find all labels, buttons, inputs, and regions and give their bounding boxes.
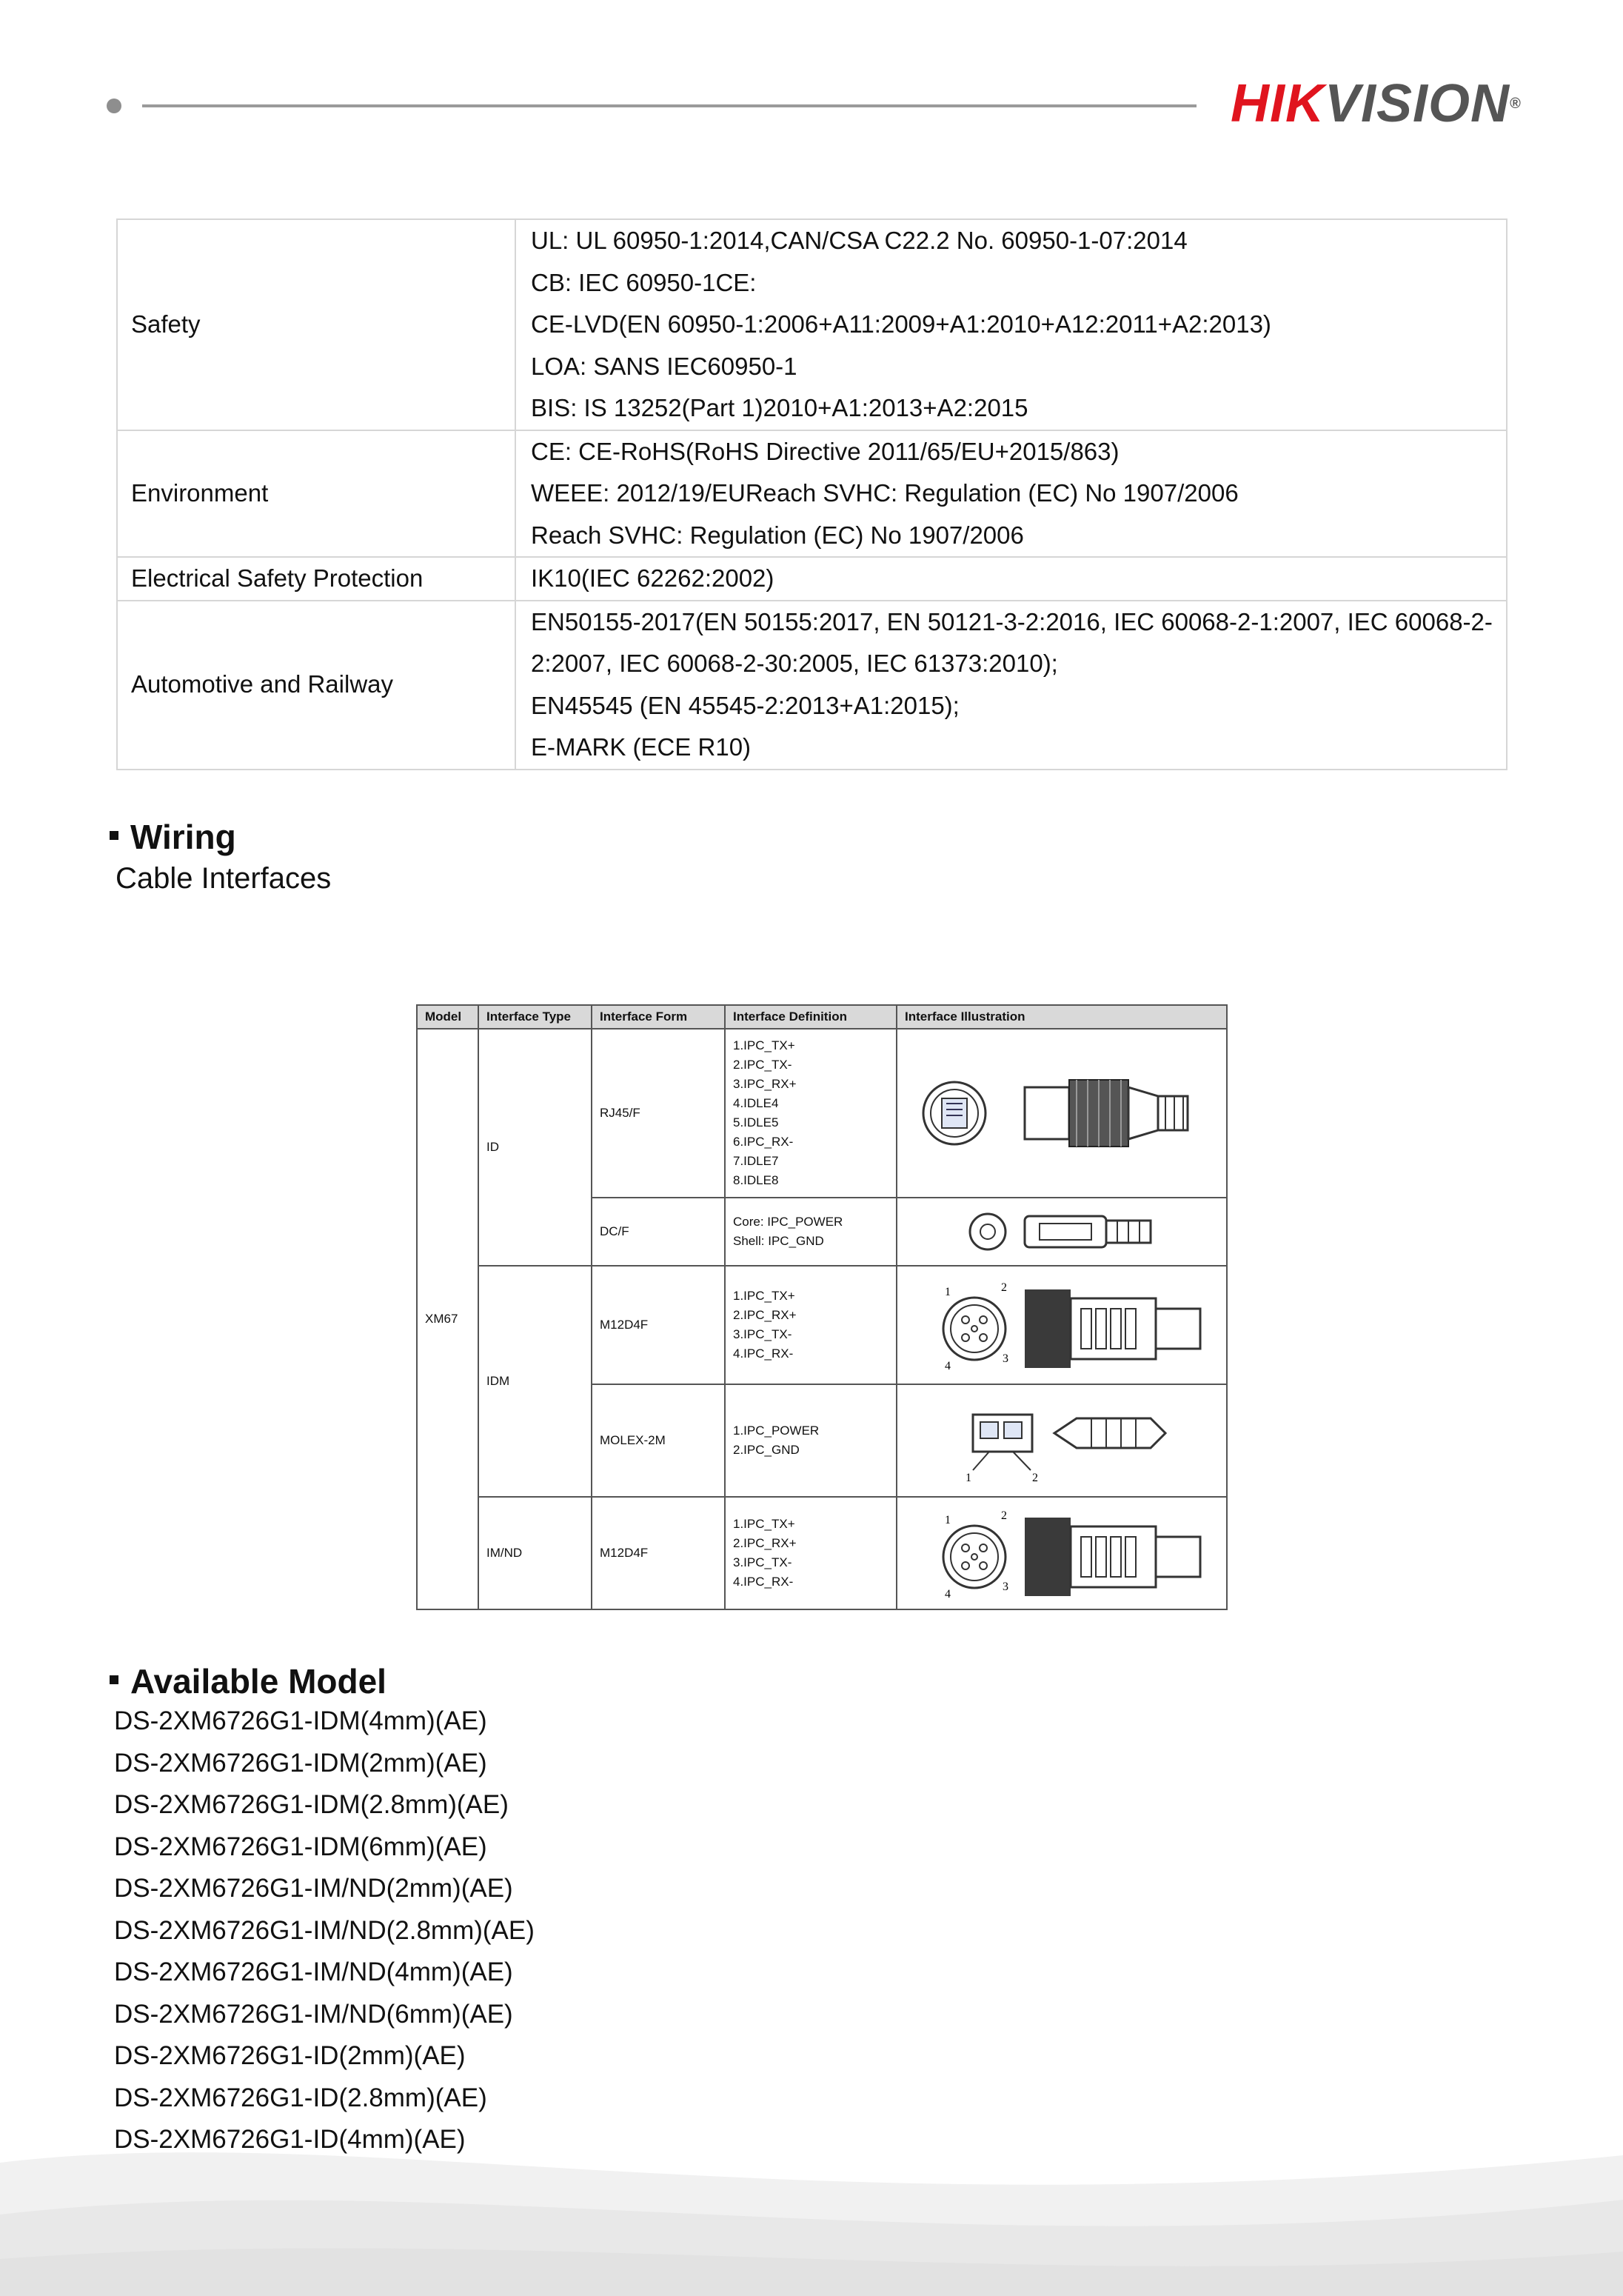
m12-connector-icon xyxy=(914,1273,1210,1377)
pin-def: 1.IPC_TX+ xyxy=(733,1038,795,1052)
bullet-icon xyxy=(110,1675,118,1684)
pin-def: Shell: IPC_GND xyxy=(733,1234,824,1248)
model-item: DS-2XM6726G1-IM/ND(6mm)(AE) xyxy=(114,1999,513,2029)
form-cell: M12D4F xyxy=(592,1266,725,1384)
col-header: Interface Type xyxy=(478,1005,592,1029)
col-header: Interface Illustration xyxy=(897,1005,1227,1029)
spec-line: BIS: IS 13252(Part 1)2010+A1:2013+A2:2015 xyxy=(531,394,1028,421)
pin-def: 3.IPC_TX- xyxy=(733,1327,792,1341)
spec-value xyxy=(515,219,1507,430)
type-cell: ID xyxy=(478,1029,592,1266)
wiring-row xyxy=(417,1497,1227,1609)
model-item: DS-2XM6726G1-IM/ND(2mm)(AE) xyxy=(114,1874,513,1903)
form-cell: DC/F xyxy=(592,1198,725,1266)
wiring-row xyxy=(417,1266,1227,1384)
rj45-connector-icon xyxy=(914,1058,1210,1169)
illustration-cell xyxy=(897,1266,1227,1384)
definition-cell xyxy=(725,1198,897,1266)
pin-number: 2 xyxy=(1001,1509,1007,1522)
spec-line: Reach SVHC: Regulation (EC) No 1907/2006 xyxy=(531,521,1024,549)
model-item: DS-2XM6726G1-ID(4mm)(AE) xyxy=(114,2125,466,2154)
col-header: Interface Definition xyxy=(725,1005,897,1029)
illustration-cell xyxy=(897,1029,1227,1198)
wiring-heading: Wiring xyxy=(110,815,236,859)
dc-connector-icon xyxy=(966,1206,1158,1258)
spec-label: Environment xyxy=(117,430,515,558)
model-item: DS-2XM6726G1-ID(2mm)(AE) xyxy=(114,2041,466,2070)
model-item: DS-2XM6726G1-IDM(4mm)(AE) xyxy=(114,1706,487,1735)
pin-def: 7.IDLE7 xyxy=(733,1154,779,1168)
pin-number: 2 xyxy=(1032,1472,1038,1484)
pin-def: 4.IPC_RX- xyxy=(733,1346,794,1361)
model-item: DS-2XM6726G1-IM/ND(4mm)(AE) xyxy=(114,1958,513,1986)
certification-table xyxy=(116,218,1507,770)
illustration-cell xyxy=(897,1384,1227,1497)
cable-interfaces-subtitle: Cable Interfaces xyxy=(116,862,332,895)
model-item: DS-2XM6726G1-IM/ND(2.8mm)(AE) xyxy=(114,1915,535,1945)
spec-line: EN45545 (EN 45545-2:2013+A1:2015); xyxy=(531,691,960,719)
definition-cell xyxy=(725,1266,897,1384)
spec-line: 2:2007, IEC 60068-2-30:2005, IEC 61373:2010); xyxy=(531,650,1058,677)
spec-line: LOA: SANS IEC60950-1 xyxy=(531,352,797,380)
pin-number: 1 xyxy=(945,1514,951,1526)
pin-def: 3.IPC_RX+ xyxy=(733,1077,797,1091)
model-item: DS-2XM6726G1-IDM(2mm)(AE) xyxy=(114,1748,487,1778)
bullet-icon xyxy=(110,831,118,840)
col-header: Interface Form xyxy=(592,1005,725,1029)
pin-number: 3 xyxy=(1003,1352,1008,1365)
pin-number: 3 xyxy=(1003,1581,1008,1593)
hikvision-logo: HIKVISION® xyxy=(1231,74,1522,133)
m12-connector-icon xyxy=(914,1501,1210,1605)
definition-cell xyxy=(725,1497,897,1609)
pin-number: 4 xyxy=(945,1588,951,1601)
spec-row-electrical xyxy=(117,557,1507,601)
spec-line: WEEE: 2012/19/EUReach SVHC: Regulation (EC) No 1907/2006 xyxy=(531,479,1239,507)
spec-value xyxy=(515,601,1507,770)
model-item: DS-2XM6726G1-ID(2.8mm)(AE) xyxy=(114,2083,487,2112)
pin-number: 4 xyxy=(945,1360,951,1372)
form-cell: M12D4F xyxy=(592,1497,725,1609)
pin-def: 1.IPC_TX+ xyxy=(733,1289,795,1303)
spec-line: E-MARK (ECE R10) xyxy=(531,733,752,761)
pin-def: 2.IPC_GND xyxy=(733,1443,800,1457)
background-swoosh xyxy=(0,2074,1623,2296)
type-cell: IDM xyxy=(478,1266,592,1497)
spec-label: Electrical Safety Protection xyxy=(117,557,515,601)
pin-def: 5.IDLE5 xyxy=(733,1115,779,1129)
wiring-row xyxy=(417,1029,1227,1198)
spec-line: CE-LVD(EN 60950-1:2006+A11:2009+A1:2010+A12:2011+A2:2013) xyxy=(531,310,1271,338)
pin-def: 4.IPC_RX- xyxy=(733,1575,794,1589)
spec-line: UL: UL 60950-1:2014,CAN/CSA C22.2 No. 60950-1-07:2014 xyxy=(531,227,1188,254)
illustration-cell xyxy=(897,1497,1227,1609)
pin-def: Core: IPC_POWER xyxy=(733,1215,843,1229)
available-model-heading: Available Model xyxy=(110,1659,386,1703)
spec-line: EN50155-2017(EN 50155:2017, EN 50121-3-2:2016, IEC 60068-2-1:2007, IEC 60068-2- xyxy=(531,607,1493,635)
spec-label: Safety xyxy=(117,219,515,430)
model-item: DS-2XM6726G1-IDM(2.8mm)(AE) xyxy=(114,1790,509,1819)
spec-row-automotive xyxy=(117,601,1507,770)
pin-def: 1.IPC_POWER xyxy=(733,1424,820,1438)
pin-def: 8.IDLE8 xyxy=(733,1173,779,1187)
form-cell: RJ45/F xyxy=(592,1029,725,1198)
pin-def: 2.IPC_TX- xyxy=(733,1058,792,1072)
form-cell: MOLEX-2M xyxy=(592,1384,725,1497)
pin-def: 4.IDLE4 xyxy=(733,1096,779,1110)
spec-row-safety xyxy=(117,219,1507,430)
pin-number: 1 xyxy=(966,1472,971,1484)
type-cell: IM/ND xyxy=(478,1497,592,1609)
illustration-cell xyxy=(897,1198,1227,1266)
molex-connector-icon xyxy=(951,1396,1173,1485)
pin-def: 2.IPC_RX+ xyxy=(733,1536,797,1550)
spec-label: Automotive and Railway xyxy=(117,601,515,770)
model-item: DS-2XM6726G1-IDM(6mm)(AE) xyxy=(114,1832,487,1861)
pin-def: 3.IPC_TX- xyxy=(733,1555,792,1569)
spec-line: IK10(IEC 62262:2002) xyxy=(531,564,774,592)
pin-def: 6.IPC_RX- xyxy=(733,1135,794,1149)
pin-number: 1 xyxy=(945,1286,951,1298)
header-dot xyxy=(107,99,121,113)
header-rule xyxy=(142,104,1197,107)
definition-cell xyxy=(725,1029,897,1198)
pin-def: 1.IPC_TX+ xyxy=(733,1517,795,1531)
pin-def: 2.IPC_RX+ xyxy=(733,1308,797,1322)
wiring-header-row xyxy=(417,1005,1227,1029)
spec-line: CE: CE-RoHS(RoHS Directive 2011/65/EU+2015/863) xyxy=(531,437,1120,465)
model-cell: XM67 xyxy=(417,1029,478,1609)
wiring-table xyxy=(416,1004,1228,1610)
definition-cell xyxy=(725,1384,897,1497)
spec-row-environment xyxy=(117,430,1507,558)
col-header: Model xyxy=(417,1005,478,1029)
spec-line: CB: IEC 60950-1CE: xyxy=(531,268,757,296)
pin-number: 2 xyxy=(1001,1281,1007,1294)
spec-value xyxy=(515,430,1507,558)
spec-value xyxy=(515,557,1507,601)
